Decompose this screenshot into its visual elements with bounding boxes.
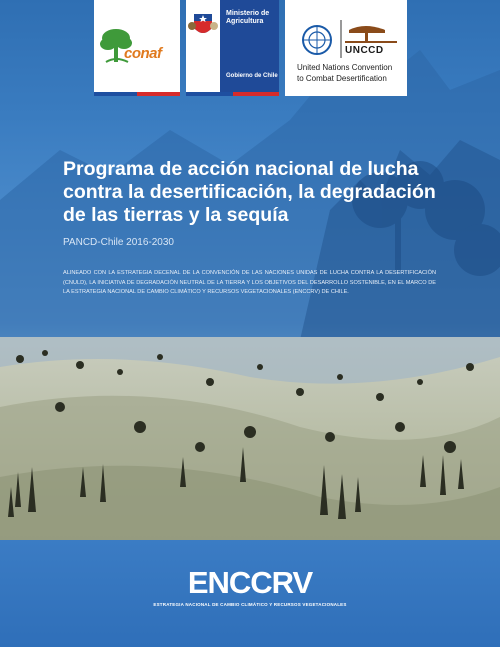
cover-subtitle: PANCD-Chile 2016-2030 (63, 237, 174, 248)
ministerio-label: Ministerio de Agricultura (226, 10, 270, 25)
unccd-wordmark: UNCCD (345, 45, 384, 56)
flag-stripe (94, 92, 180, 96)
unccd-logo (285, 0, 407, 96)
ministerio-logo (186, 0, 279, 96)
chile-coat-of-arms-icon (186, 6, 220, 46)
enccrv-logo: ENCCRV (187, 565, 313, 600)
footer-band (0, 540, 500, 647)
cover-title: Programa de acción nacional de lucha contra la desertificación, la degradación de las tierras y la sequía (63, 158, 436, 226)
unccd-line1: United Nations Convention (297, 63, 393, 72)
unccd-line2: to Combat Desertification (297, 74, 387, 83)
conaf-wordmark: conaf (124, 45, 162, 62)
cover-description: ALINEADO CON LA ESTRATEGIA DECENAL DE LA CONVENCIÓN DE LAS NACIONES UNIDAS DE LUCHA CONTRA LA DESERTIFICACIÓN (CNULD), LA INICIATIVA DE DEGRADACIÓN NEUTRAL DE LA TIERRA Y LOS OBJETIVOS DEL DESARROLLO SOSTENIBLE, EN EL MARCO DE LA ESTRATEGIA NACIONAL DE CAMBIO CLIMÁTICO Y RECURSOS VEGETACIONALES (ENCCRV) DE CHILE. (63, 270, 436, 295)
flag-stripe (186, 92, 279, 96)
enccrv-tagline: ESTRATEGIA NACIONAL DE CAMBIO CLIMÁTICO Y RECURSOS VEGETACIONALES (153, 602, 347, 607)
gobierno-label: Gobierno de Chile (226, 73, 278, 79)
landscape-photo (0, 337, 500, 545)
conaf-logo (94, 0, 180, 96)
